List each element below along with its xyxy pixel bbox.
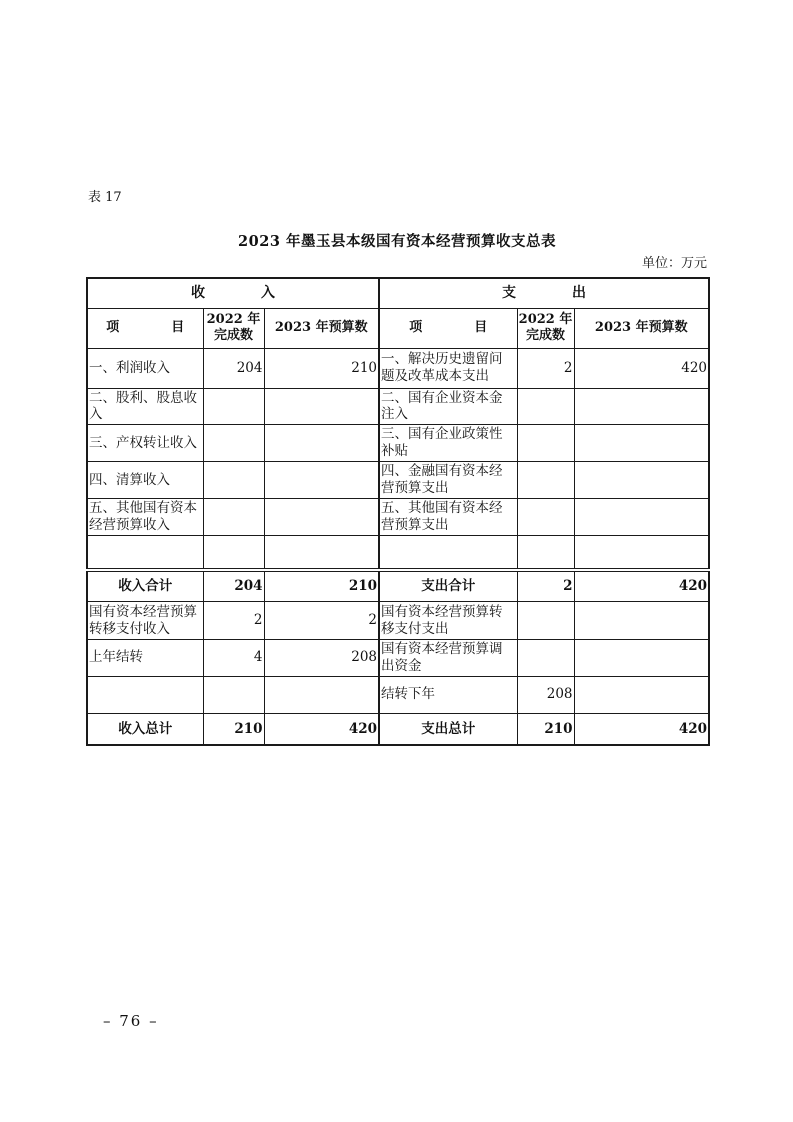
expense-item: 三、国有企业政策性补贴 [379,425,517,462]
column-header-row [87,308,709,348]
income-2022-value [203,462,264,499]
income-item: 五、其他国有资本经营预算收入 [87,499,203,536]
expense-2023-value [574,425,709,462]
income-item: 一、利润收入 [87,348,203,388]
expense-2023-value [574,676,709,713]
income-item: 四、清算收入 [87,462,203,499]
expense-2023-value [574,602,709,640]
table-row [87,388,709,425]
expense-subtotal-2023: 420 [574,570,709,602]
income-section-header: 收 入 [87,278,379,308]
expense-2023-value [574,462,709,499]
expense-2022-value [517,499,574,536]
expense-item: 五、其他国有资本经营预算支出 [379,499,517,536]
page-number: – 76 – [103,1012,159,1030]
expense-2023-value [574,640,709,677]
income-2022-header: 2022 年完成数 [203,308,264,348]
expense-item: 二、国有企业资本金注入 [379,388,517,425]
income-2022-value: 2 [203,602,264,640]
table-row [87,425,709,462]
expense-2022-header: 2022 年完成数 [517,308,574,348]
expense-2023-value [574,499,709,536]
income-item: 三、产权转让收入 [87,425,203,462]
income-item: 国有资本经营预算转移支付收入 [87,602,203,640]
budget-table [86,277,710,746]
table-row [87,676,709,713]
income-item [87,536,203,570]
income-item: 上年结转 [87,640,203,677]
income-total-2023: 420 [264,713,379,745]
expense-item [379,536,517,570]
income-2023-value: 208 [264,640,379,677]
expense-section-header: 支 出 [379,278,709,308]
income-2023-value [264,536,379,570]
table-label: 表 17 [88,190,122,205]
income-total-label: 收入总计 [87,713,203,745]
expense-2022-value [517,536,574,570]
expense-2022-value [517,462,574,499]
expense-total-2023: 420 [574,713,709,745]
expense-2023-value [574,536,709,570]
income-2022-value: 4 [203,640,264,677]
income-2023-value [264,425,379,462]
income-2023-value: 210 [264,348,379,388]
income-subtotal-2022: 204 [203,570,264,602]
income-2022-value [203,499,264,536]
table-row [87,602,709,640]
expense-2023-value [574,388,709,425]
expense-2023-header: 2023 年预算数 [574,308,709,348]
expense-2022-value [517,388,574,425]
income-item-header: 项 目 [87,308,203,348]
income-2023-value [264,676,379,713]
income-2023-value: 2 [264,602,379,640]
income-2023-header: 2023 年预算数 [264,308,379,348]
table-row [87,499,709,536]
income-item [87,676,203,713]
expense-subtotal-label: 支出合计 [379,570,517,602]
income-2023-value [264,388,379,425]
income-2022-value: 204 [203,348,264,388]
expense-2022-value: 208 [517,676,574,713]
expense-subtotal-2022: 2 [517,570,574,602]
subtotal-row [87,570,709,602]
income-2022-value [203,676,264,713]
income-item: 二、股利、股息收入 [87,388,203,425]
expense-item: 结转下年 [379,676,517,713]
expense-total-2022: 210 [517,713,574,745]
expense-2022-value: 2 [517,348,574,388]
expense-item: 一、解决历史遗留问题及改革成本支出 [379,348,517,388]
income-2022-value [203,388,264,425]
unit-label: 单位：万元 [641,256,707,271]
table-row [87,640,709,677]
income-subtotal-2023: 210 [264,570,379,602]
expense-2022-value [517,602,574,640]
grand-total-row [87,713,709,745]
expense-total-label: 支出总计 [379,713,517,745]
income-subtotal-label: 收入合计 [87,570,203,602]
table-row [87,536,709,570]
expense-2022-value [517,425,574,462]
expense-2022-value [517,640,574,677]
expense-item: 国有资本经营预算转移支付支出 [379,602,517,640]
income-2023-value [264,499,379,536]
expense-item-header: 项 目 [379,308,517,348]
expense-item: 四、金融国有资本经营预算支出 [379,462,517,499]
expense-2023-value: 420 [574,348,709,388]
income-2023-value [264,462,379,499]
income-2022-value [203,536,264,570]
table-row [87,348,709,388]
table-row [87,462,709,499]
income-2022-value [203,425,264,462]
income-total-2022: 210 [203,713,264,745]
section-header-row [87,278,709,308]
page-title: 2023 年墨玉县本级国有资本经营预算收支总表 [238,233,556,250]
expense-item: 国有资本经营预算调出资金 [379,640,517,677]
